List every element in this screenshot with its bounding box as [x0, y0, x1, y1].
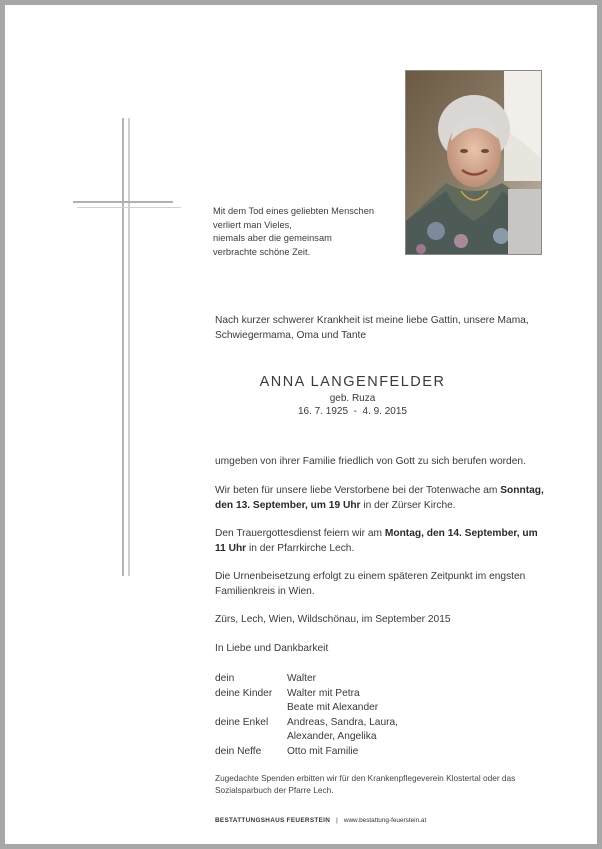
family-row	[215, 745, 398, 760]
family-names: Otto mit Familie	[287, 745, 359, 757]
family-names: Walter	[287, 673, 317, 684]
family-relation: deine Kinder	[215, 687, 273, 699]
deceased-block	[155, 373, 550, 418]
portrait-image	[406, 71, 542, 255]
closing-line: In Liebe und Dankbarkeit	[215, 643, 329, 654]
deceased-name: ANNA LANGENFELDER	[259, 374, 446, 390]
portrait-photo	[405, 70, 542, 255]
cross-horizontal-beam-shadow	[77, 207, 181, 208]
service-location: in der Pfarrkirche Lech.	[246, 543, 355, 554]
family-relation	[215, 730, 287, 745]
family-relation: dein Neffe	[215, 745, 262, 757]
family-list	[215, 672, 398, 760]
passing-statement: umgeben von ihrer Familie friedlich von Gott zu sich berufen worden.	[215, 456, 526, 467]
family-row	[215, 701, 398, 716]
quote-line: verbrachte schöne Zeit.	[213, 246, 311, 257]
family-relation	[215, 701, 287, 716]
cross-horizontal-beam	[73, 201, 173, 203]
vigil-text: Wir beten für unsere liebe Verstorbene bei der Totenwache am	[215, 485, 501, 496]
urn-paragraph: Die Urnenbeisetzung erfolgt zu einem späteren Zeitpunkt im engsten Familienkreis in Wien.	[215, 571, 526, 597]
service-paragraph	[215, 526, 550, 556]
footer-separator: |	[336, 817, 338, 824]
family-names: Andreas, Sandra, Laura,	[287, 716, 399, 728]
vigil-location: in der Zürser Kirche.	[360, 500, 456, 511]
family-names: Alexander, Angelika	[287, 731, 377, 743]
family-names: Beate mit Alexander	[287, 702, 379, 714]
family-relation: dein	[215, 673, 235, 684]
quote-line: verliert man Vieles,	[213, 219, 292, 230]
announcement-intro: Nach kurzer schwerer Krankheit ist meine liebe Gattin, unsere Mama, Schwiegermama, Oma und Tante	[215, 315, 529, 341]
place-date: Zürs, Lech, Wien, Wildschönau, im September 2015	[215, 614, 451, 625]
donation-note: Zugedachte Spenden erbitten wir für den Krankenpflegeverein Klostertal oder das Sozialsparbuch der Pfarre Lech.	[215, 773, 516, 795]
funeral-home-website: www.bestattung-feuerstein.at	[343, 817, 427, 824]
family-row	[215, 687, 398, 702]
family-row	[215, 730, 398, 745]
family-row	[215, 672, 398, 687]
memorial-quote	[213, 205, 403, 259]
cross-vertical-beam-shadow	[128, 118, 130, 576]
service-text: Den Trauergottesdienst feiern wir am	[215, 528, 385, 539]
footer	[215, 817, 426, 824]
quote-line: Mit dem Tod eines geliebten Menschen	[213, 206, 375, 216]
family-relation: deine Enkel	[215, 716, 269, 728]
vigil-paragraph	[215, 483, 550, 513]
family-names: Walter mit Petra	[287, 687, 360, 699]
funeral-home-name: BESTATTUNGSHAUS FEUERSTEIN	[215, 817, 331, 824]
life-dates: 16. 7. 1925 - 4. 9. 2015	[298, 406, 407, 417]
birth-name: geb. Ruza	[329, 393, 376, 404]
quote-line: niemals aber die gemeinsam	[213, 233, 332, 243]
service-date: Montag, den 14. September, um 11 Uhr	[215, 528, 538, 554]
cross-vertical-beam	[122, 118, 124, 576]
family-row	[215, 716, 398, 731]
vigil-date: Sonntag, den 13. September, um 19 Uhr	[215, 485, 544, 511]
